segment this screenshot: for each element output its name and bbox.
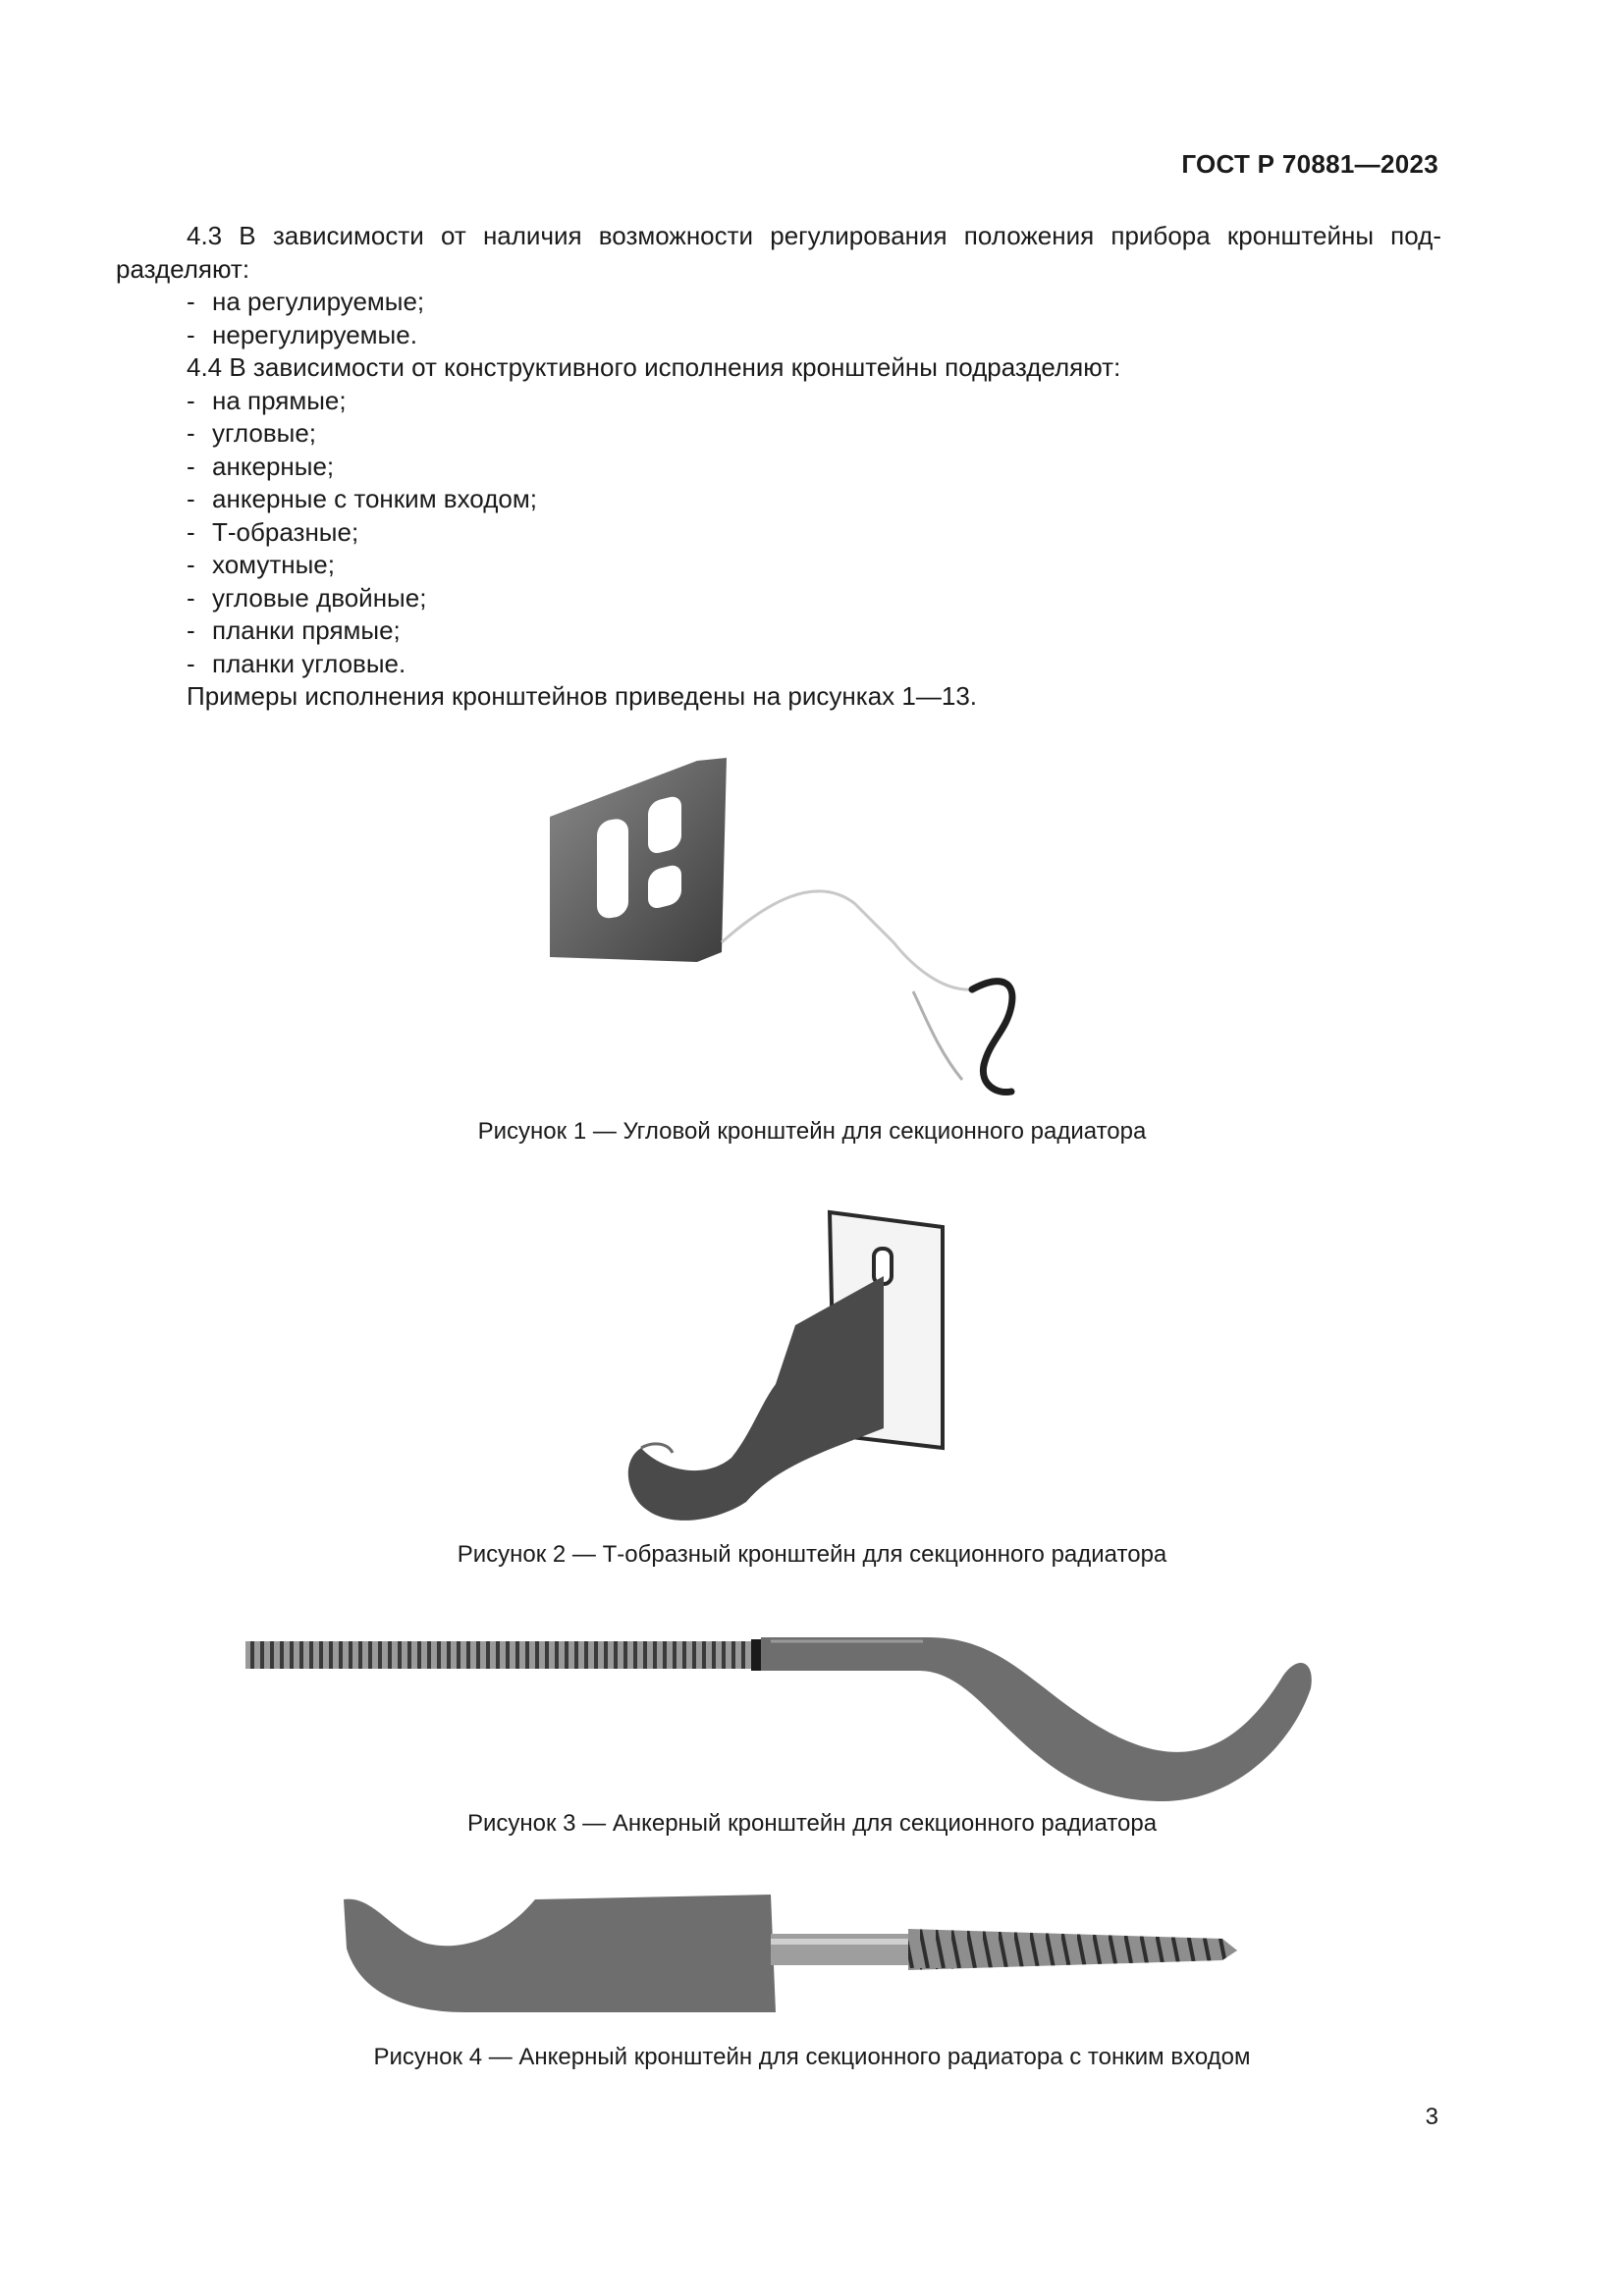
list-item — [116, 549, 1441, 582]
list-item-text: нерегулируемые. — [212, 319, 417, 349]
list-item — [116, 319, 1441, 352]
list-item-text: планки угловые. — [212, 648, 406, 678]
list-item — [116, 385, 1441, 418]
figure-1-image — [520, 756, 1041, 1099]
list-item-text: на регулируемые; — [212, 287, 425, 316]
list-item-text: анкерные с тонким входом; — [212, 484, 537, 513]
paragraph-4-3: 4.3 В зависимости от наличия возможности регулирования положения прибора кронштейны подразделяют: — [116, 221, 1441, 284]
body-text — [116, 220, 1441, 714]
list-marker: - — [187, 451, 195, 481]
list-item-text: хомутные; — [212, 550, 335, 579]
list-item-text: угловые двойные; — [212, 582, 427, 613]
examples-note: Примеры исполнения кронштейнов приведены на рисунках 1—13. — [187, 681, 977, 711]
list-item — [116, 516, 1441, 550]
list-marker: - — [187, 582, 195, 613]
list-item — [116, 582, 1441, 615]
list-item — [116, 451, 1441, 484]
list-marker: - — [187, 550, 195, 579]
list-marker: - — [187, 615, 195, 645]
list-marker: - — [187, 516, 195, 547]
figure-4-caption: Рисунок 4 — Анкерный кронштейн для секционного радиатора с тонким входом — [373, 2044, 1251, 2070]
figure-3-caption: Рисунок 3 — Анкерный кронштейн для секционного радиатора — [466, 1810, 1158, 1837]
list-item — [116, 417, 1441, 451]
document-header: ГОСТ Р 70881—2023 — [1181, 149, 1438, 179]
list-item — [116, 648, 1441, 681]
list-marker: - — [187, 418, 195, 448]
list-item-text: анкерные; — [212, 451, 335, 481]
list-item-text: на прямые; — [212, 385, 347, 415]
list-marker: - — [187, 648, 195, 678]
figure-1-caption: Рисунок 1 — Угловой кронштейн для секционного радиатора — [477, 1118, 1147, 1145]
figure-4-image — [339, 1890, 1242, 2027]
list-marker: - — [187, 319, 195, 349]
list-item — [116, 286, 1441, 319]
figure-2-caption: Рисунок 2 — Т-образный кронштейн для секционного радиатора — [457, 1541, 1167, 1568]
page-number: 3 — [1425, 2104, 1438, 2130]
figure-2-image — [604, 1207, 967, 1531]
list-item-text: угловые; — [212, 418, 317, 448]
figure-3-image — [241, 1620, 1321, 1816]
list-item — [116, 614, 1441, 648]
list-marker: - — [187, 385, 195, 415]
list-marker: - — [187, 287, 195, 316]
list-item-text: Т-образные; — [212, 516, 359, 547]
list-item — [116, 483, 1441, 516]
paragraph-4-4: 4.4 В зависимости от конструктивного исполнения кронштейны подразделяют: — [187, 352, 1121, 382]
list-marker: - — [187, 484, 195, 513]
list-item-text: планки прямые; — [212, 615, 401, 645]
